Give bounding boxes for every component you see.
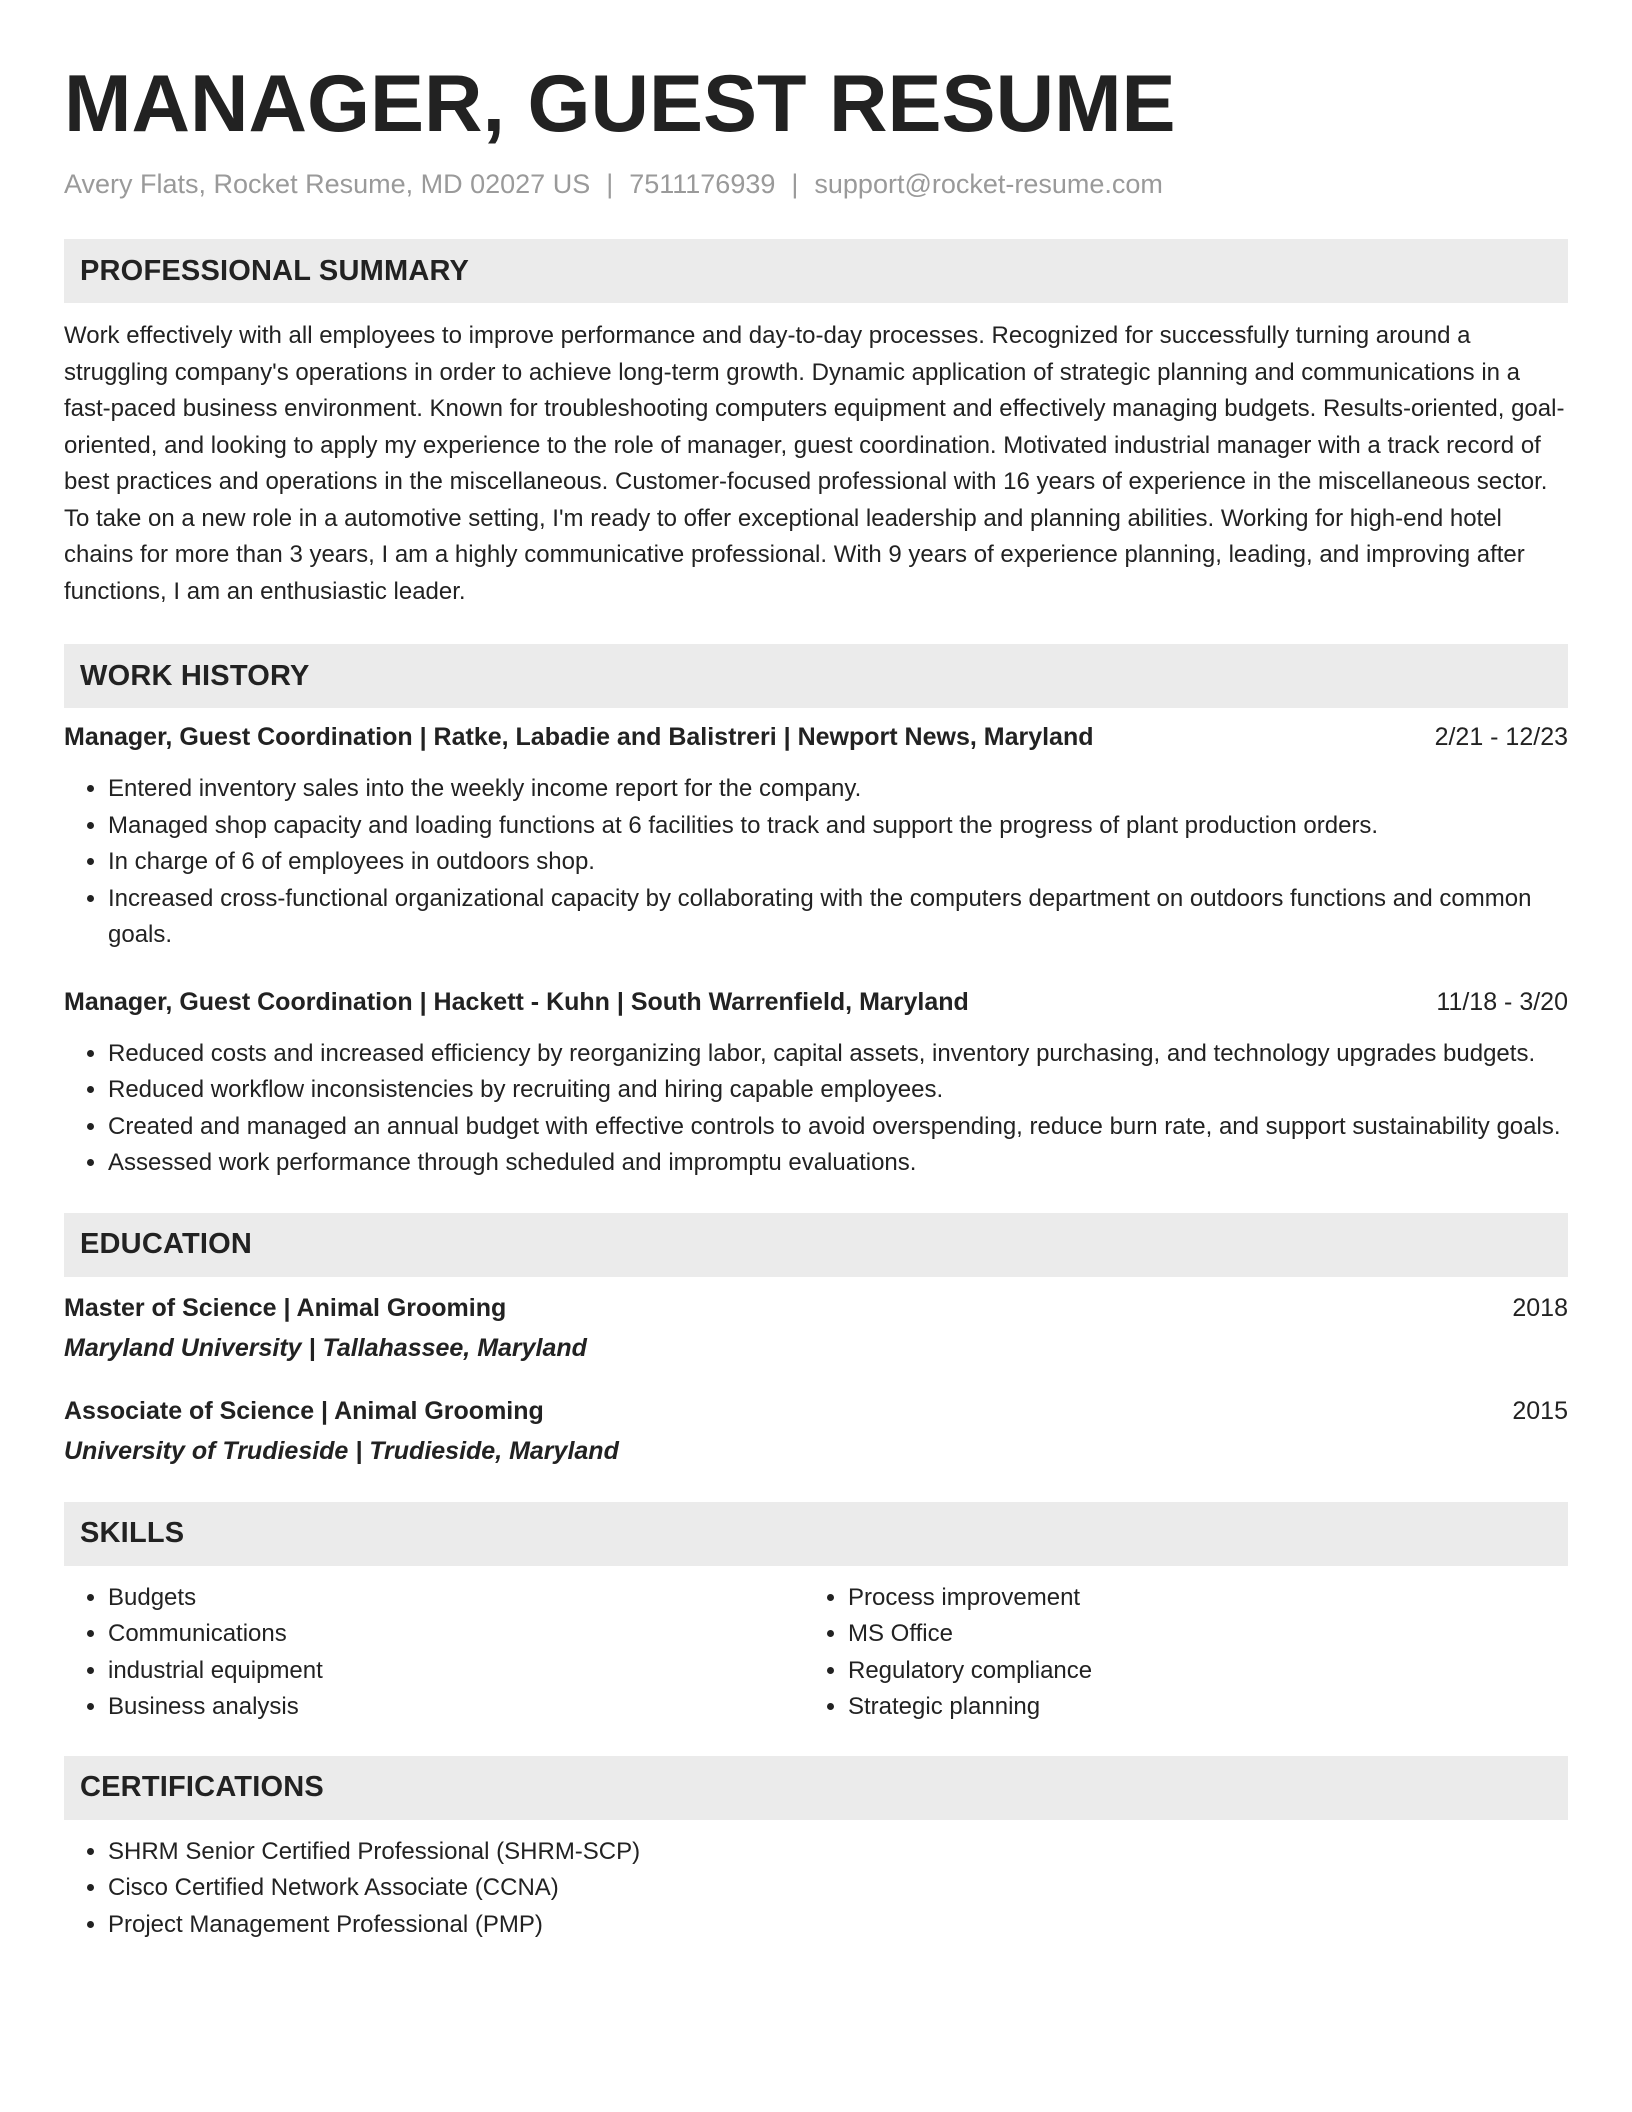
skills-grid	[64, 1580, 1568, 1726]
education-entry	[64, 1291, 1568, 1365]
contact-email: support@rocket-resume.com	[814, 169, 1163, 199]
education-heading-row	[64, 1394, 1568, 1428]
job-heading: Manager, Guest Coordination | Ratke, Labadie and Balistreri | Newport News, Maryland	[64, 723, 1094, 751]
skill-item: • Process improvement	[848, 1580, 1544, 1617]
certification-item: • Cisco Certified Network Associate (CCNA)	[108, 1870, 1568, 1907]
job-dates: 2/21 - 12/23	[1434, 723, 1568, 751]
contact-separator: |	[606, 169, 614, 199]
skills-list-right	[804, 1580, 1544, 1726]
skill-item: • Business analysis	[108, 1689, 804, 1726]
education-school: University of Trudieside | Trudieside, Maryland	[64, 1436, 619, 1465]
section-header-summary: PROFESSIONAL SUMMARY	[64, 239, 1568, 303]
resume-title: MANAGER, GUEST RESUME	[64, 59, 1176, 149]
job-bullet: • Created and managed an annual budget with effective controls to avoid overspending, reduce burn rate, and support sustainability goals.	[108, 1109, 1568, 1146]
job-entry	[64, 720, 1568, 954]
job-bullet: • Managed shop capacity and loading functions at 6 facilities to track and support the progress of plant production orders.	[108, 808, 1568, 845]
section-header-work-history: WORK HISTORY	[64, 644, 1568, 708]
section-header-education: EDUCATION	[64, 1213, 1568, 1277]
contact-separator: |	[791, 169, 799, 199]
certification-item: • Project Management Professional (PMP)	[108, 1907, 1568, 1944]
job-dates: 11/18 - 3/20	[1436, 987, 1568, 1016]
education-year: 2018	[1512, 1293, 1568, 1322]
section-header-certifications: CERTIFICATIONS	[64, 1756, 1568, 1820]
job-bullets	[64, 771, 1568, 954]
skill-item: • Regulatory compliance	[848, 1653, 1544, 1690]
education-year: 2015	[1512, 1396, 1568, 1425]
summary-text: Work effectively with all employees to improve performance and day-to-day processes. Recognized for successfully turning around a struggling company's operations in order to achieve long-term growth. Dynamic application of strategic planning and communications in a fast-paced business environment. Known for troubleshooting computers equipment and effectively managing budgets. Results-oriented, goal-oriented, and looking to apply my experience to the role of manager, guest coordination. Motivated industrial manager with a track record of best practices and operations in the miscellaneous. Customer-focused professional with 16 years of experience in the miscellaneous sector. To take on a new role in a automotive setting, I'm ready to offer exceptional leadership and planning abilities. Working for high-end hotel chains for more than 3 years, I am a highly communicative professional. With 9 years of experience planning, leading, and improving after functions, I am an enthusiastic leader.	[64, 322, 1565, 605]
contact-address: Avery Flats, Rocket Resume, MD 02027 US	[64, 169, 591, 199]
skill-item: • Communications	[108, 1616, 804, 1653]
education-degree: Master of Science | Animal Grooming	[64, 1293, 507, 1322]
job-entry	[64, 985, 1568, 1182]
education-entry	[64, 1394, 1568, 1468]
job-bullet: • In charge of 6 of employees in outdoors shop.	[108, 844, 1568, 881]
job-bullet: • Reduced costs and increased efficiency by reorganizing labor, capital assets, inventory purchasing, and technology upgrades budgets.	[108, 1036, 1568, 1073]
job-heading: Manager, Guest Coordination | Hackett - Kuhn | South Warrenfield, Maryland	[64, 987, 969, 1016]
job-heading-row	[64, 720, 1568, 754]
skill-item: • industrial equipment	[108, 1653, 804, 1690]
contact-phone: 7511176939	[629, 169, 776, 199]
job-bullet: • Assessed work performance through scheduled and impromptu evaluations.	[108, 1145, 1568, 1182]
job-bullet: • Entered inventory sales into the weekly income report for the company.	[108, 771, 1568, 808]
skill-item: • MS Office	[848, 1616, 1544, 1653]
certifications-list	[64, 1834, 1568, 1944]
education-heading-row	[64, 1291, 1568, 1325]
certification-item: • SHRM Senior Certified Professional (SHRM-SCP)	[108, 1834, 1568, 1871]
section-header-skills: SKILLS	[64, 1502, 1568, 1566]
contact-line	[64, 167, 1568, 201]
job-heading-row	[64, 985, 1568, 1019]
job-bullet: • Reduced workflow inconsistencies by recruiting and hiring capable employees.	[108, 1072, 1568, 1109]
skill-item: • Budgets	[108, 1580, 804, 1617]
skill-item: • Strategic planning	[848, 1689, 1544, 1726]
education-degree: Associate of Science | Animal Grooming	[64, 1396, 544, 1425]
job-bullets	[64, 1036, 1568, 1182]
job-bullet: • Increased cross-functional organizational capacity by collaborating with the computers department on outdoors functions and common goals.	[108, 881, 1568, 954]
skills-list-left	[64, 1580, 804, 1726]
education-school: Maryland University | Tallahassee, Maryland	[64, 1333, 587, 1362]
